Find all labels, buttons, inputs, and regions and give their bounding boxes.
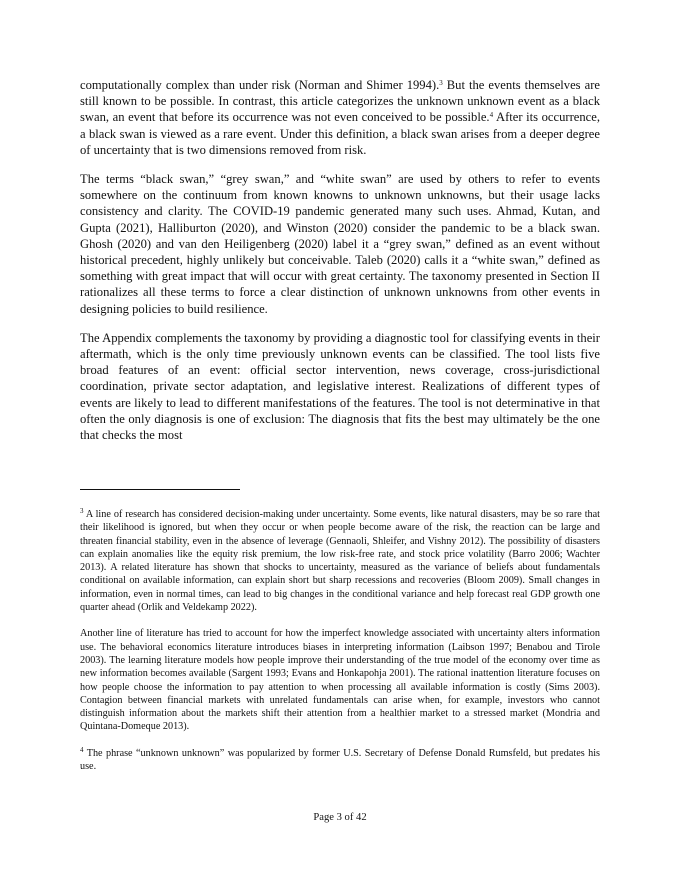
footnotes xyxy=(80,508,600,786)
page-number: Page 3 of 42 xyxy=(313,812,367,823)
footnote-ref-3[interactable]: 3 xyxy=(439,79,443,87)
paragraph-1 xyxy=(80,77,600,158)
paragraph-1-part-a: computationally complex than under risk (Norman and Shimer 1994). xyxy=(80,78,440,92)
footnote-4 xyxy=(80,747,600,774)
footnote-4-marker: 4 xyxy=(80,745,84,754)
paragraph-1-part-c: After its occurrence, a black swan is viewed as a rare event. Under this definition, a black swan arises from a deeper degree of uncertainty that is two dimensions removed from risk. xyxy=(80,110,600,157)
footnote-3-paragraph-1 xyxy=(80,508,600,614)
body-text xyxy=(80,77,600,456)
footnote-ref-4[interactable]: 4 xyxy=(489,111,494,120)
footnote-4-text: The phrase “unknown unknown” was popularized by former U.S. Secretary of Defense Donald Rumsfeld, but predates his use. xyxy=(80,747,600,773)
footnote-3-text: A line of research has considered decision-making under uncertainty. Some events, like natural disasters, may be so rare that their likelihood is ignored, but when they occur or when people become aware of the risk, the reaction can be large and threaten financial stability, even in the absence of leverage (Gennaoli, Shleifer, and Vishny 2012). The possibility of disasters can explain anomalies like the equity risk premium, the low risk-free rate, and stock price volatility (Barro 2006; Wachter 2013). A related literature has shown that shocks to uncertainty, measured as the variance of beliefs about fundamentals conditional on available information, can explain short but sharp recessions and recoveries (Bloom 2009). Small changes in information, even in normal times, can lead to big changes in the conditional variance and help forecast real GDP growth one quarter ahead (Orlik and Veldekamp 2022). xyxy=(80,509,600,614)
paragraph-3: The Appendix complements the taxonomy by providing a diagnostic tool for classifying events in their aftermath, which is the only time previously unknown events can be classified. The tool lists five broad features of an event: official sector intervention, news coverage, cross-jurisdictional coordination, private sector adaptation, and legislative interest. Realizations of different types of events are likely to lead to different manifestations of the features. The tool is not determinative in that often the only diagnosis is one of exclusion: The diagnosis that fits the best may ultimately be the one that checks the most xyxy=(80,330,600,443)
footnote-divider xyxy=(80,489,240,490)
paragraph-1-part-b: But the events themselves are still known to be possible. In contrast, this article categorizes the unknown unknown event as a black swan, an event that before its occurrence was not even conceived to be possible. xyxy=(80,78,600,125)
footnote-3-paragraph-2: Another line of literature has tried to account for how the imperfect knowledge associated with uncertainty alters information use. The behavioral economics literature introduces biases in interpreting information (Laibson 1997; Benabou and Tirole 2003). The learning literature models how people improve their understanding of the true model of the economy over time as new information becomes available (Sargent 1993; Evans and Honkapohja 2001). The rational inattention literature focuses on how people choose the information to pay attention to when processing all available information is costly (Sims 2003). Contagion between financial markets with unrelated fundamentals can arise when, for example, investors who cannot distinguish information about the markets shift their attention from a healthier market to a stressed market (Mondria and Quintana-Domeque 2013). xyxy=(80,628,600,733)
footnote-3-marker: 3 xyxy=(80,507,84,515)
paragraph-2: The terms “black swan,” “grey swan,” and “white swan” are used by others to refer to events somewhere on the continuum from known knowns to unknown unknowns, but their usage lacks consistency and clarity. The COVID-19 pandemic generated many such uses. Ahmad, Kutan, and Gupta (2021), Halliburton (2020), and Winston (2020) consider the pandemic to be a black swan. Ghosh (2020) and van den Heiligenberg (2020) label it a “grey swan,” defined as an event without historical precedent, highly unlikely but conceivable. Taleb (2020) calls it a “white swan,” defined as something with great impact that will occur with great certainty. The taxonomy presented in Section II rationalizes all these terms to force a clear distinction of unknown unknowns from other events in designing policies to build resilience. xyxy=(80,172,600,316)
